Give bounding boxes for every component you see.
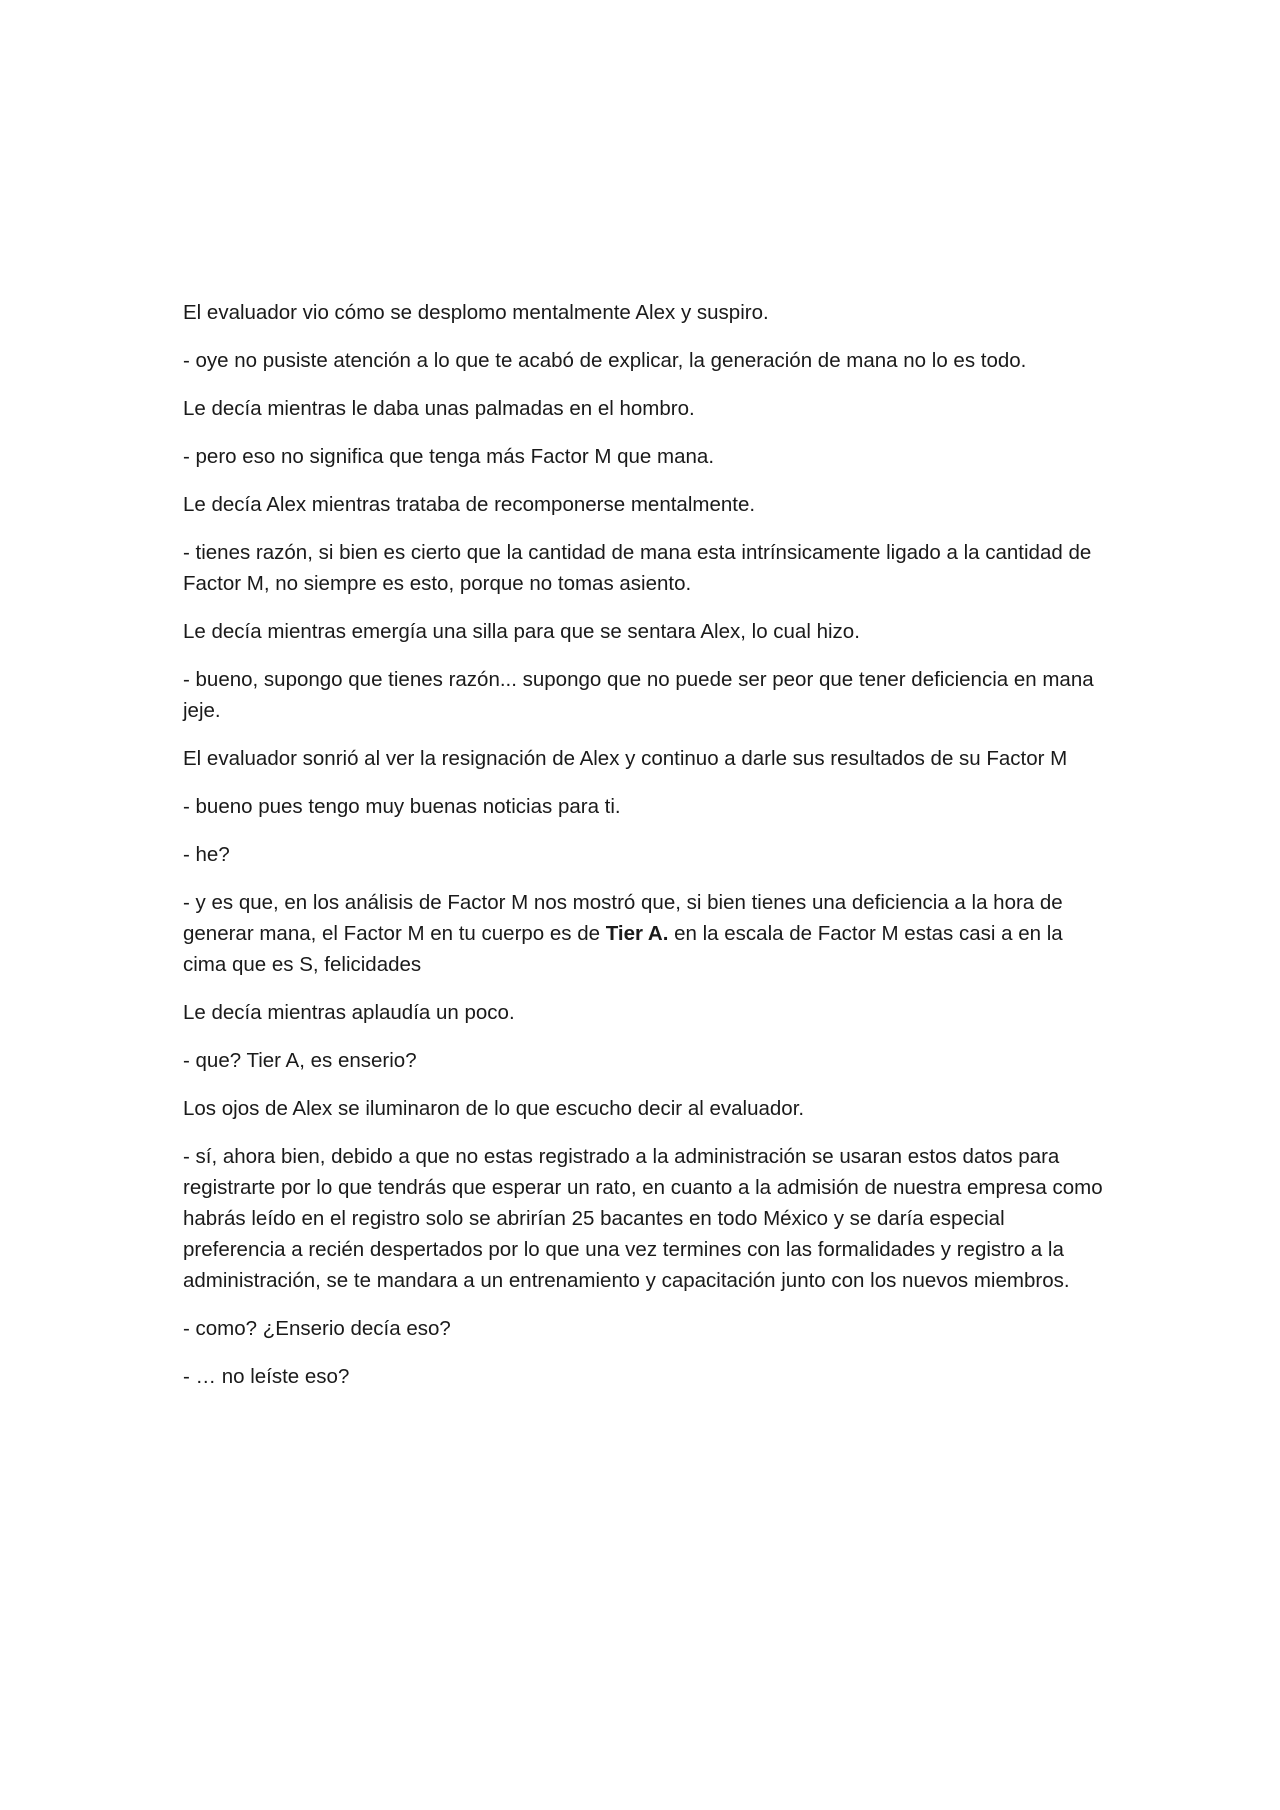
tier-paragraph — [183, 887, 1103, 980]
tier-text-after: en la escala de Factor M estas casi a en la cima que es S, felicidades — [183, 922, 1063, 976]
paragraph: El evaluador sonrió al ver la resignación de Alex y continuo a darle sus resultados de su Factor M — [183, 747, 1068, 770]
paragraph: - que? Tier A, es enserio? — [183, 1049, 417, 1072]
paragraph: - he? — [183, 843, 230, 866]
paragraph: El evaluador vio cómo se desplomo mentalmente Alex y suspiro. — [183, 301, 769, 324]
paragraph: - oye no pusiste atención a lo que te acabó de explicar, la generación de mana no lo es todo. — [183, 349, 1027, 372]
tier-rating: Tier A. — [605, 922, 669, 945]
paragraph: Le decía mientras aplaudía un poco. — [183, 1001, 515, 1024]
paragraph: Los ojos de Alex se iluminaron de lo que escucho decir al evaluador. — [183, 1097, 805, 1120]
document-body — [183, 297, 1103, 1409]
paragraph: - pero eso no significa que tenga más Factor M que mana. — [183, 445, 715, 468]
paragraph: - como? ¿Enserio decía eso? — [183, 1317, 451, 1340]
paragraph: - sí, ahora bien, debido a que no estas registrado a la administración se usaran estos datos para registrarte por lo que tendrás que esperar un rato, en cuanto a la admisión de nuestra empresa como habrás leído en el registro solo se abrirían 25 bacantes en todo México y se daría especial preferencia a recién despertados por lo que una vez termines con las formalidades y registro a la administración, se te mandara a un entrenamiento y capacitación junto con los nuevos miembros. — [183, 1145, 1103, 1292]
tier-text-before: - y es que, en los análisis de Factor M nos mostró que, si bien tienes una deficiencia a la hora de generar mana, el Factor M en tu cuerpo es de — [183, 891, 1063, 945]
paragraph: - tienes razón, si bien es cierto que la cantidad de mana esta intrínsicamente ligado a la cantidad de Factor M, no siempre es esto, porque no tomas asiento. — [183, 541, 1092, 595]
paragraph: - bueno, supongo que tienes razón... supongo que no puede ser peor que tener deficiencia en mana jeje. — [183, 668, 1094, 722]
paragraph: - bueno pues tengo muy buenas noticias para ti. — [183, 795, 621, 818]
paragraph: Le decía mientras le daba unas palmadas en el hombro. — [183, 397, 695, 420]
paragraph: - … no leíste eso? — [183, 1365, 350, 1388]
paragraph: Le decía mientras emergía una silla para que se sentara Alex, lo cual hizo. — [183, 620, 860, 643]
paragraph: Le decía Alex mientras trataba de recomponerse mentalmente. — [183, 493, 756, 516]
